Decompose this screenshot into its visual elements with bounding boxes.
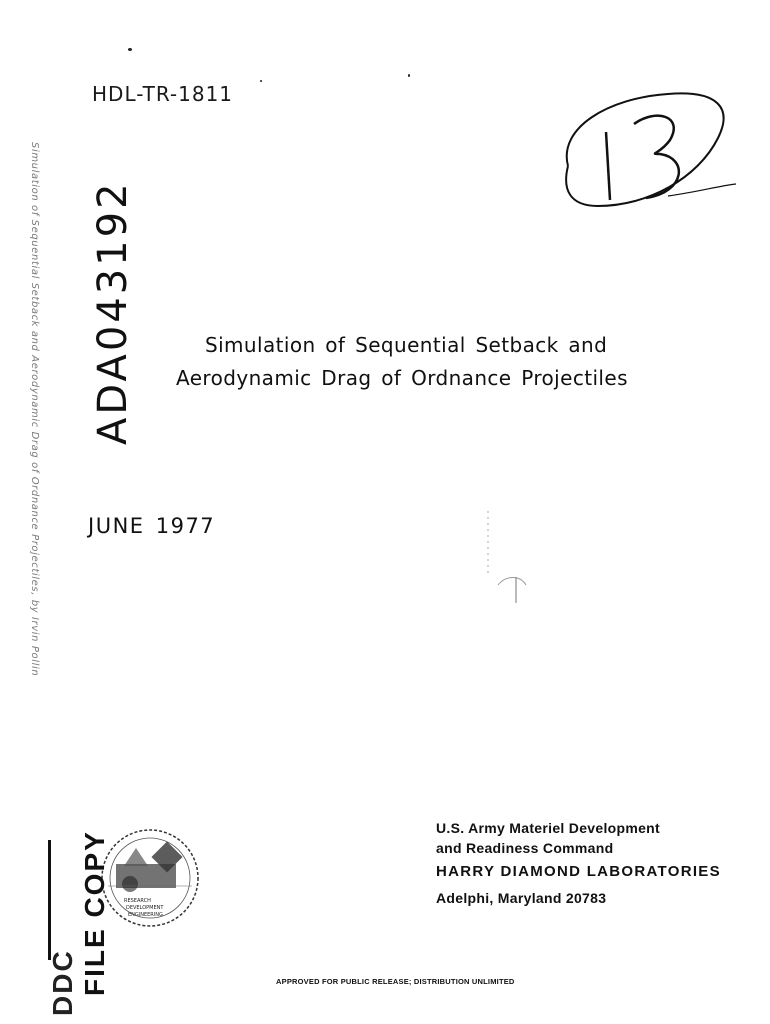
ad-number-stamp	[78, 170, 148, 450]
side-citation-text	[24, 140, 48, 840]
hdl-seal-emblem	[98, 826, 202, 930]
agency-address: Adelphi, Maryland 20783	[436, 890, 607, 906]
scan-speck	[408, 74, 410, 77]
distribution-statement: APPROVED FOR PUBLIC RELEASE; DISTRIBUTION UNLIMITED	[276, 977, 515, 986]
report-number: HDL-TR-1811	[92, 82, 234, 106]
svg-text:RESEARCH: RESEARCH	[124, 898, 151, 904]
scan-speck	[260, 80, 262, 82]
svg-text:DEVELOPMENT: DEVELOPMENT	[126, 905, 164, 911]
agency-line-1: U.S. Army Materiel Development	[436, 820, 660, 836]
faint-pencil-mark	[480, 505, 540, 605]
agency-line-2: and Readiness Command	[436, 840, 614, 856]
laboratory-name: HARRY DIAMOND LABORATORIES	[436, 863, 721, 880]
agency-block	[436, 818, 721, 908]
svg-text:ENGINEERING: ENGINEERING	[128, 912, 163, 918]
svg-text:DDC: DDC	[47, 949, 78, 1016]
scan-speck	[128, 48, 132, 51]
svg-text:ADA043192: ADA043192	[90, 180, 136, 445]
svg-text:FILE COPY: FILE COPY	[79, 830, 110, 996]
title-line-1: Simulation of Sequential Setback and	[205, 333, 608, 357]
report-date: JUNE 1977	[88, 514, 216, 538]
ddc-stamp	[40, 930, 80, 1020]
svg-text:Simulation of Sequential Setba: Simulation of Sequential Setback and Aerodynamic Drag of Ordnance Projectiles, by Irvin Pollin	[29, 142, 40, 677]
handwritten-circled-number	[548, 88, 738, 218]
title-line-2: Aerodynamic Drag of Ordnance Projectiles	[176, 366, 628, 390]
